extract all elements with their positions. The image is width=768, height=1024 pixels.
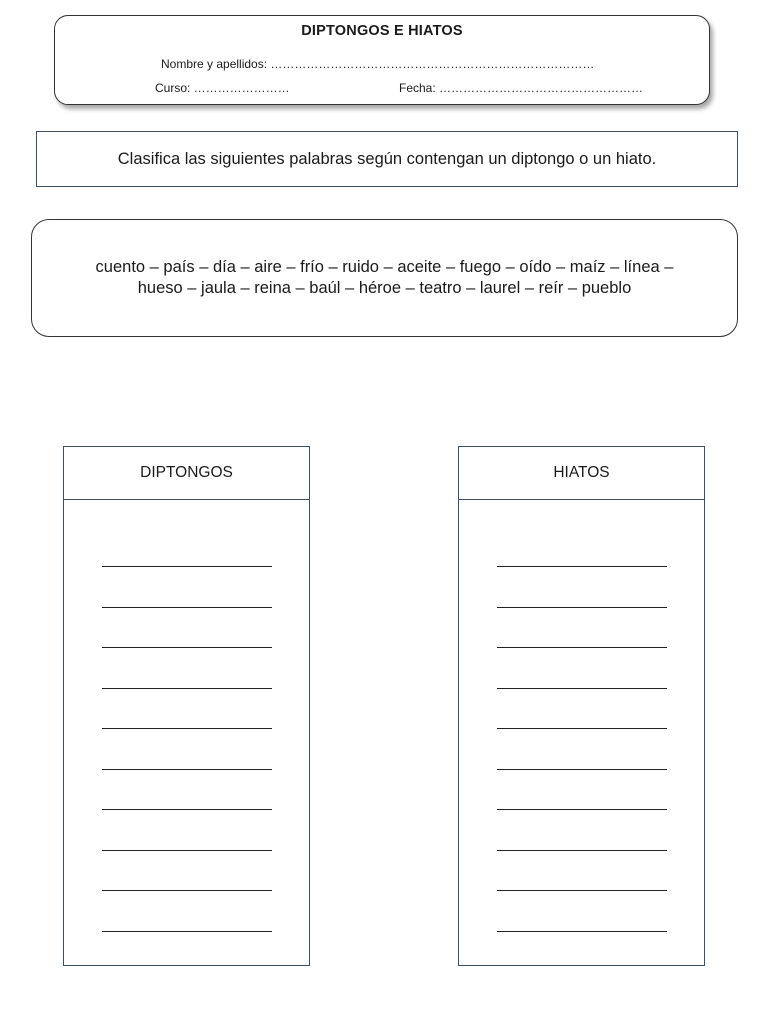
diptongos-header-label: DIPTONGOS bbox=[140, 464, 233, 481]
date-field[interactable]: Fecha: …………………………………………… bbox=[399, 81, 644, 95]
right-answer-line[interactable] bbox=[497, 647, 667, 648]
left-answer-line[interactable] bbox=[102, 647, 272, 648]
instruction-text: Clasifica las siguientes palabras según contengan un diptongo o un hiato. bbox=[117, 149, 657, 168]
worksheet-title: DIPTONGOS E HIATOS bbox=[301, 23, 463, 39]
hiatos-header-label: HIATOS bbox=[553, 464, 610, 481]
right-answer-line[interactable] bbox=[497, 728, 667, 729]
right-answer-line[interactable] bbox=[497, 809, 667, 810]
course-field[interactable]: Curso: …………………… bbox=[155, 81, 290, 95]
right-answer-line[interactable] bbox=[497, 890, 667, 891]
right-answer-line[interactable] bbox=[497, 566, 667, 567]
hiatos-column bbox=[458, 446, 705, 966]
left-answer-line[interactable] bbox=[102, 607, 272, 608]
word-bank-line-1: cuento – país – día – aire – frío – ruido – aceite – fuego – oído – maíz – línea – bbox=[95, 258, 674, 276]
instruction-box bbox=[36, 131, 738, 187]
right-answer-line[interactable] bbox=[497, 607, 667, 608]
word-bank-line-2: hueso – jaula – reina – baúl – héroe – teatro – laurel – reír – pueblo bbox=[137, 279, 632, 297]
left-answer-line[interactable] bbox=[102, 931, 272, 932]
right-answer-line[interactable] bbox=[497, 769, 667, 770]
right-answer-line[interactable] bbox=[497, 931, 667, 932]
name-field[interactable]: Nombre y apellidos: ……………………………………………………………………… bbox=[161, 57, 595, 71]
left-answer-line[interactable] bbox=[102, 850, 272, 851]
left-answer-line[interactable] bbox=[102, 728, 272, 729]
hiatos-header bbox=[459, 447, 704, 500]
diptongos-column bbox=[63, 446, 310, 966]
left-answer-line[interactable] bbox=[102, 809, 272, 810]
right-answer-line[interactable] bbox=[497, 850, 667, 851]
left-answer-line[interactable] bbox=[102, 688, 272, 689]
header-box bbox=[54, 15, 710, 105]
word-bank bbox=[31, 219, 738, 337]
right-answer-line[interactable] bbox=[497, 688, 667, 689]
diptongos-header bbox=[64, 447, 309, 500]
left-answer-line[interactable] bbox=[102, 769, 272, 770]
left-answer-line[interactable] bbox=[102, 566, 272, 567]
left-answer-line[interactable] bbox=[102, 890, 272, 891]
